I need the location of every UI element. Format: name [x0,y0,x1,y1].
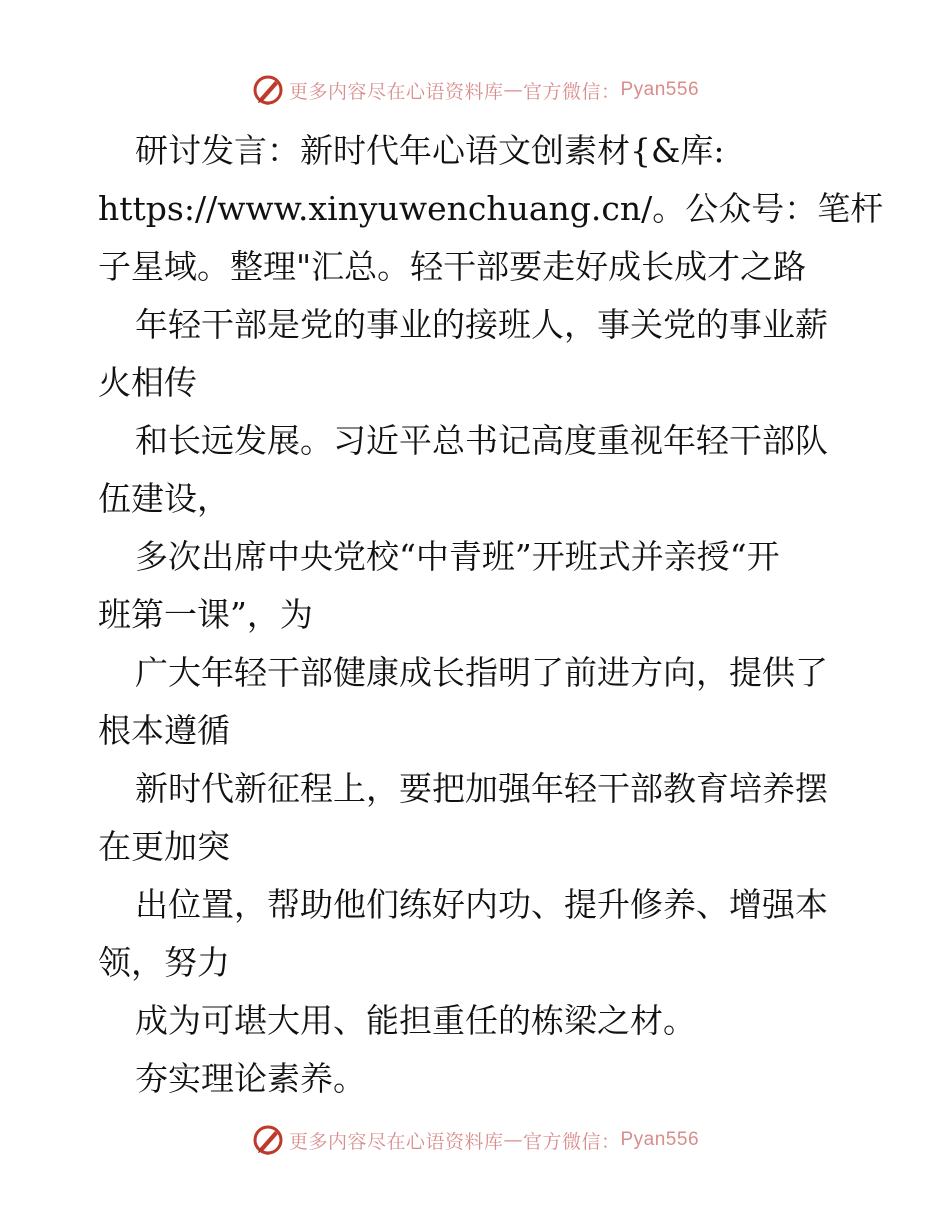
document-body [98,122,884,1108]
text-line: 研讨发言：新时代年心语文创素材{&库: [135,131,725,170]
text-line: 夯实理论素养。 [135,1059,366,1098]
text-line: 出位置，帮助他们练好内功、提升修养、增强本 [135,885,828,924]
text-line: 火相传 [98,363,197,402]
text-line: 在更加突 [98,827,230,866]
banner-text: 更多内容尽在心语资料库 [288,80,504,103]
text-line: 根本遵循 [98,711,230,750]
text-line: 新时代新征程上，要把加强年轻干部教育培养摆 [135,769,828,808]
banner-account: Pyan556 [620,79,700,100]
text-line: 班第一课”，为 [98,595,313,634]
header-banner [0,72,950,108]
pen-logo-icon [251,1123,285,1157]
text-line: 多次出席中央党校“中青班”开班式并亲授“开 [135,537,780,576]
banner-wechat-label: 官方微信： [522,1130,621,1153]
text-line: 子星域。整理"汇总。轻干部要走好成长成才之路 [98,247,807,286]
banner-text: 更多内容尽在心语资料库 [288,1130,504,1153]
text-line: 广大年轻干部健康成长指明了前进方向，提供了 [135,653,828,692]
footer-banner [0,1122,950,1158]
banner-separator: — [503,1129,523,1151]
text-line: 伍建设， [98,479,230,518]
text-line: 成为可堪大用、能担重任的栋梁之材。 [135,1001,696,1040]
banner-account: Pyan556 [620,1129,700,1150]
text-line: 和长远发展。习近平总书记高度重视年轻干部队 [135,421,828,460]
banner-separator: — [503,79,523,101]
text-line: 领，努力 [98,943,230,982]
pen-logo-icon [251,73,285,107]
banner-wechat-label: 官方微信： [522,80,621,103]
text-line: https://www.xinyuwenchuang.cn/。公众号：笔杆 [98,189,884,228]
text-line: 年轻干部是党的事业的接班人，事关党的事业薪 [135,305,828,344]
